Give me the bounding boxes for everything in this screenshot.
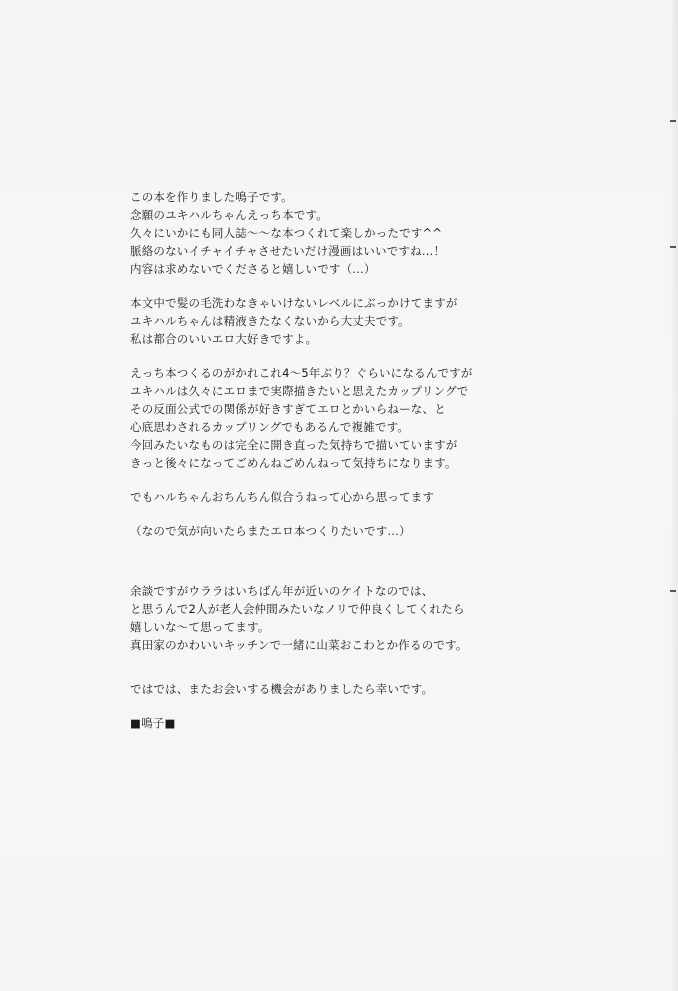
text-line: 心底思わされるカップリングでもあるんで複雑です。 xyxy=(130,420,410,434)
paragraph-5 xyxy=(130,522,510,540)
spacer xyxy=(130,472,510,488)
paragraph-2 xyxy=(130,294,510,348)
text-line: 今回みたいなものは完全に開き直った気持ちで描いていますが xyxy=(130,438,458,452)
spacer xyxy=(130,540,510,566)
spacer xyxy=(130,506,510,522)
edge-mark xyxy=(670,246,676,248)
text-line: 嬉しいな～て思ってます。 xyxy=(130,620,270,634)
text-line: その反面公式での関係が好きすぎてエロとかいらねーな、と xyxy=(130,402,446,416)
paragraph-6 xyxy=(130,582,510,654)
spacer xyxy=(130,278,510,294)
text-line: 内容は求めないでくださると嬉しいです（…） xyxy=(130,262,376,276)
text-line: きっと後々になってごめんねごめんねって気持ちになります。 xyxy=(130,456,457,470)
text-line: 念願のユキハルちゃんえっち本です。 xyxy=(130,208,328,222)
text-line: 本文中で髪の毛洗わなきゃいけないレベルにぶっかけてますが xyxy=(130,296,458,310)
paragraph-1 xyxy=(130,188,510,278)
edge-mark xyxy=(670,590,676,592)
paragraph-4 xyxy=(130,488,510,506)
text-line: この本を作りました鳴子です。 xyxy=(130,190,293,204)
page-edge-shadow xyxy=(670,0,678,991)
text-line: 私は都合のいいエロ大好きですよ。 xyxy=(130,332,318,346)
paragraph-7 xyxy=(130,680,510,698)
text-line: 余談ですがウララはいちばん年が近いのケイトなのでは、 xyxy=(130,584,434,598)
text-line: 久々にいかにも同人誌～～な本つくれて楽しかったです^^ xyxy=(130,226,443,240)
text-line: でもハルちゃんおちんちん似合うねって心から思ってます xyxy=(130,490,435,504)
text-line: ユキハルちゃんは精液きたなくないから大丈夫です。 xyxy=(130,314,410,328)
text-line: 脈絡のないイチャイチャさせたいだけ漫画はいいですね…！ xyxy=(130,244,446,258)
text-line: （なので気が向いたらまたエロ本つくりたいです…） xyxy=(130,524,411,538)
text-line: ではでは、またお会いする機会がありましたら幸いです。 xyxy=(130,682,434,696)
text-line: ユキハルは久々にエロまで実際描きたいと思えたカップリングで xyxy=(130,384,469,398)
afterword-text xyxy=(130,188,510,732)
spacer xyxy=(130,654,510,680)
spacer xyxy=(130,348,510,364)
text-line: 真田家のかわいいキッチンで一緒に山菜おこわとか作るのです。 xyxy=(130,638,468,652)
paragraph-3 xyxy=(130,364,510,472)
text-line: えっち本つくるのがかれこれ4～5年ぶり？ぐらいになるんですが xyxy=(130,366,473,380)
edge-mark xyxy=(670,120,676,122)
spacer xyxy=(130,566,510,582)
text-line: と思うんで2人が老人会仲間みたいなノリで仲良くしてくれたら xyxy=(130,602,465,616)
author-signature: ■鳴子■ xyxy=(130,716,176,730)
